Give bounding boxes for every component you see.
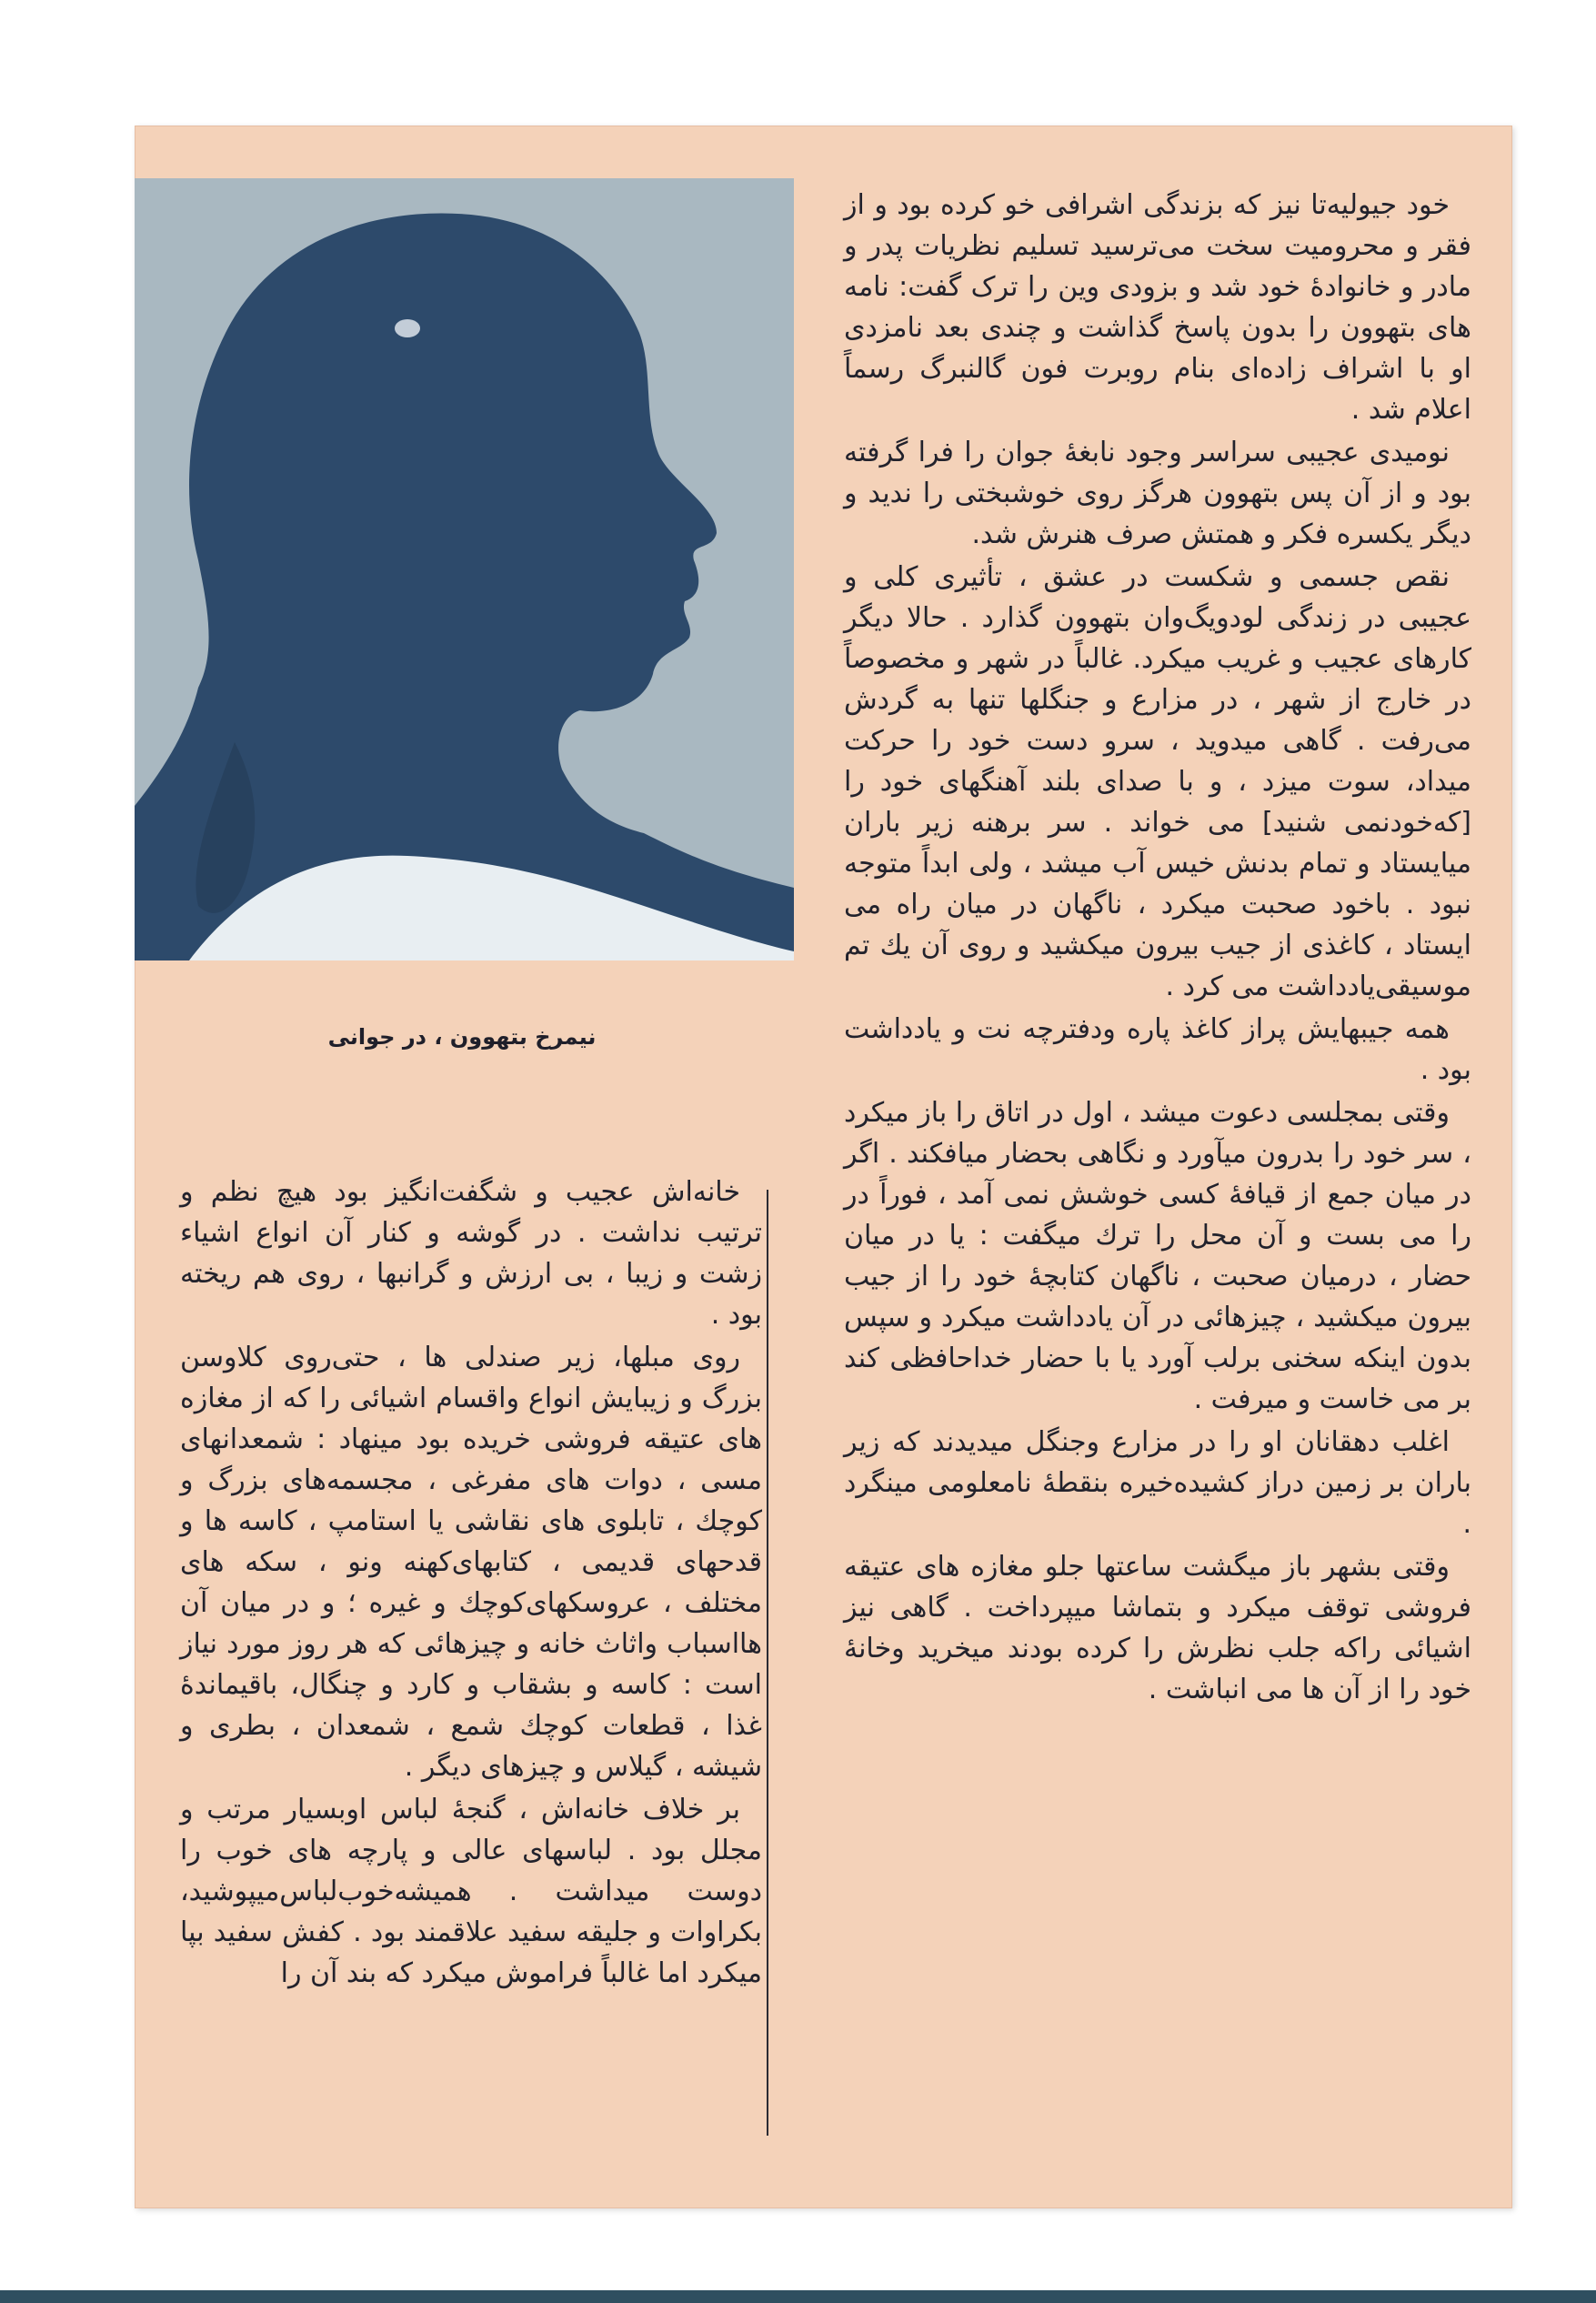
paragraph: بر خلاف خانه‌اش ، گنجهٔ لباس اوبسیار مرتب و مجلل بود . لباسهای عالی و پارچه های خوب را دوست میداشت . همیشه‌خوب‌لباس‌میپوشید، بکراوات و جلیقه سفید علاقمند بود . کفش سفید بپا میکرد اما غالباً فراموش میکرد که بند آن را xyxy=(180,1794,762,1989)
paragraph: نومیدی عجیبی سراسر وجود نابغهٔ جوان را فرا گرفته بود و از آن پس بتهوون هرگز روی خوشبختی را ندید و دیگر یکسره فکر و همتش صرف هنرش شد. xyxy=(844,437,1471,550)
paragraph: وقتی بمجلسی دعوت میشد ، اول در اتاق را باز میکرد ، سر خود را بدرون میآورد و نگاهی بحضار میافکند . اگر در میان جمع از قیافهٔ کسی خوشش نمی آمد ، فوراً در را می بست و آن محل را ترك میگفت : یا در میان حضار ، درمیان صحبت ، ناگهان کتابچهٔ خود را از جیب بیرون میکشید ، چیزهائی در آن یادداشت میکرد و سپس بدون اینکه سخنی برلب آورد یا با حضار خداحافظی کند بر می خاست و میرفت . xyxy=(844,1097,1471,1415)
beethoven-silhouette-photo xyxy=(135,178,794,960)
paragraph: اغلب دهقانان او را در مزارع وجنگل میدیدند که زیر باران بر زمین دراز کشیده‌خیره بنقطهٔ نامعلومی مینگرد . xyxy=(844,1426,1471,1540)
paragraph: خود جیولیه‌تا نیز که بزندگی اشرافی خو کرده بود و از فقر و محرومیت سخت می‌ترسید تسلیم نظریات پدر و مادر و خانوادهٔ خود شد و بزودی وین را ترک گفت: نامه های بتهوون را بدون پاسخ گذاشت و چندی بعد نامزدی او با اشراف زاده‌ای بنام روبرت فون گالنبرگ رسماً اعلام شد . xyxy=(844,189,1471,426)
paragraph: روی مبلها، زیر صندلی ها ، حتی‌روی کلاوسن بزرگ و زیبایش انواع واقسام اشیائی را که از مغازه های عتیقه فروشی خریده بود مینهاد : شمعدانهای مسی ، دوات های مفرغی ، مجسمه‌های بزرگ و کوچك ، تابلوی های نقاشی یا استامپ ، کاسه ها و قدحهای قدیمی ، کتابهای‌کهنه ونو ، سکه های مختلف ، عروسکهای‌کوچك و غیره ؛ و در میان آن هااسباب واثاث خانه و چیزهائی که هر روز مورد نیاز است : کاسه و بشقاب و کارد و چنگال، باقیماندهٔ غذا ، قطعات کوچك شمع ، شمعدان ، بطری و شیشه ، گیلاس و چیزهای دیگر . xyxy=(180,1342,762,1783)
photo-caption: نیمرخ بتهوون ، در جوانی xyxy=(327,1024,597,1050)
right-text-column xyxy=(844,185,1471,1712)
paragraph: وقتی بشهر باز میگشت ساعتها جلو مغازه های عتیقه فروشی توقف میکرد و بتماشا میپرداخت . گاهی نیز اشیائی راکه جلب نظرش را کرده بودند میخرید وخانهٔ خود را از آن ها می انباشت . xyxy=(844,1551,1471,1705)
magazine-page xyxy=(135,126,1512,2208)
column-divider xyxy=(767,1190,768,2136)
paragraph: همه جیبهایش پراز کاغذ پاره ودفترچه نت و یادداشت بود . xyxy=(844,1013,1471,1086)
paragraph: نقص جسمی و شکست در عشق ، تأثیری کلی و عجیبی در زندگی لودویگ‌وان بتهوون گذارد . حالا دیگر کارهای عجیب و غریب میکرد. غالباً در شهر و مخصوصاً در خارج از شهر ، در مزارع و جنگلها تنها به گردش می‌رفت . گاهی میدوید ، سرو دست خود را حرکت میداد، سوت میزد ، و با صدای بلند آهنگهای خود را [که‌خودنمی شنید] می خواند . سر برهنه زیر باران میایستاد و تمام بدنش خیس آب میشد ، ولی ابداً متوجه نبود . باخود صحبت میکرد ، ناگهان در میان راه می ایستاد ، کاغذی از جیب بیرون میکشید و روی آن یك تم موسیقی‌یادداشت می کرد . xyxy=(844,561,1471,1002)
scanner-edge xyxy=(0,2290,1596,2303)
paragraph: خانه‌اش عجیب و شگفت‌انگیز بود هیچ نظم و ترتیب نداشت . در گوشه و کنار آن انواع اشیاء زشت و زیبا ، بی ارزش و گرانبها ، روی هم ریخته بود . xyxy=(180,1176,762,1331)
left-text-column xyxy=(180,1172,762,1996)
